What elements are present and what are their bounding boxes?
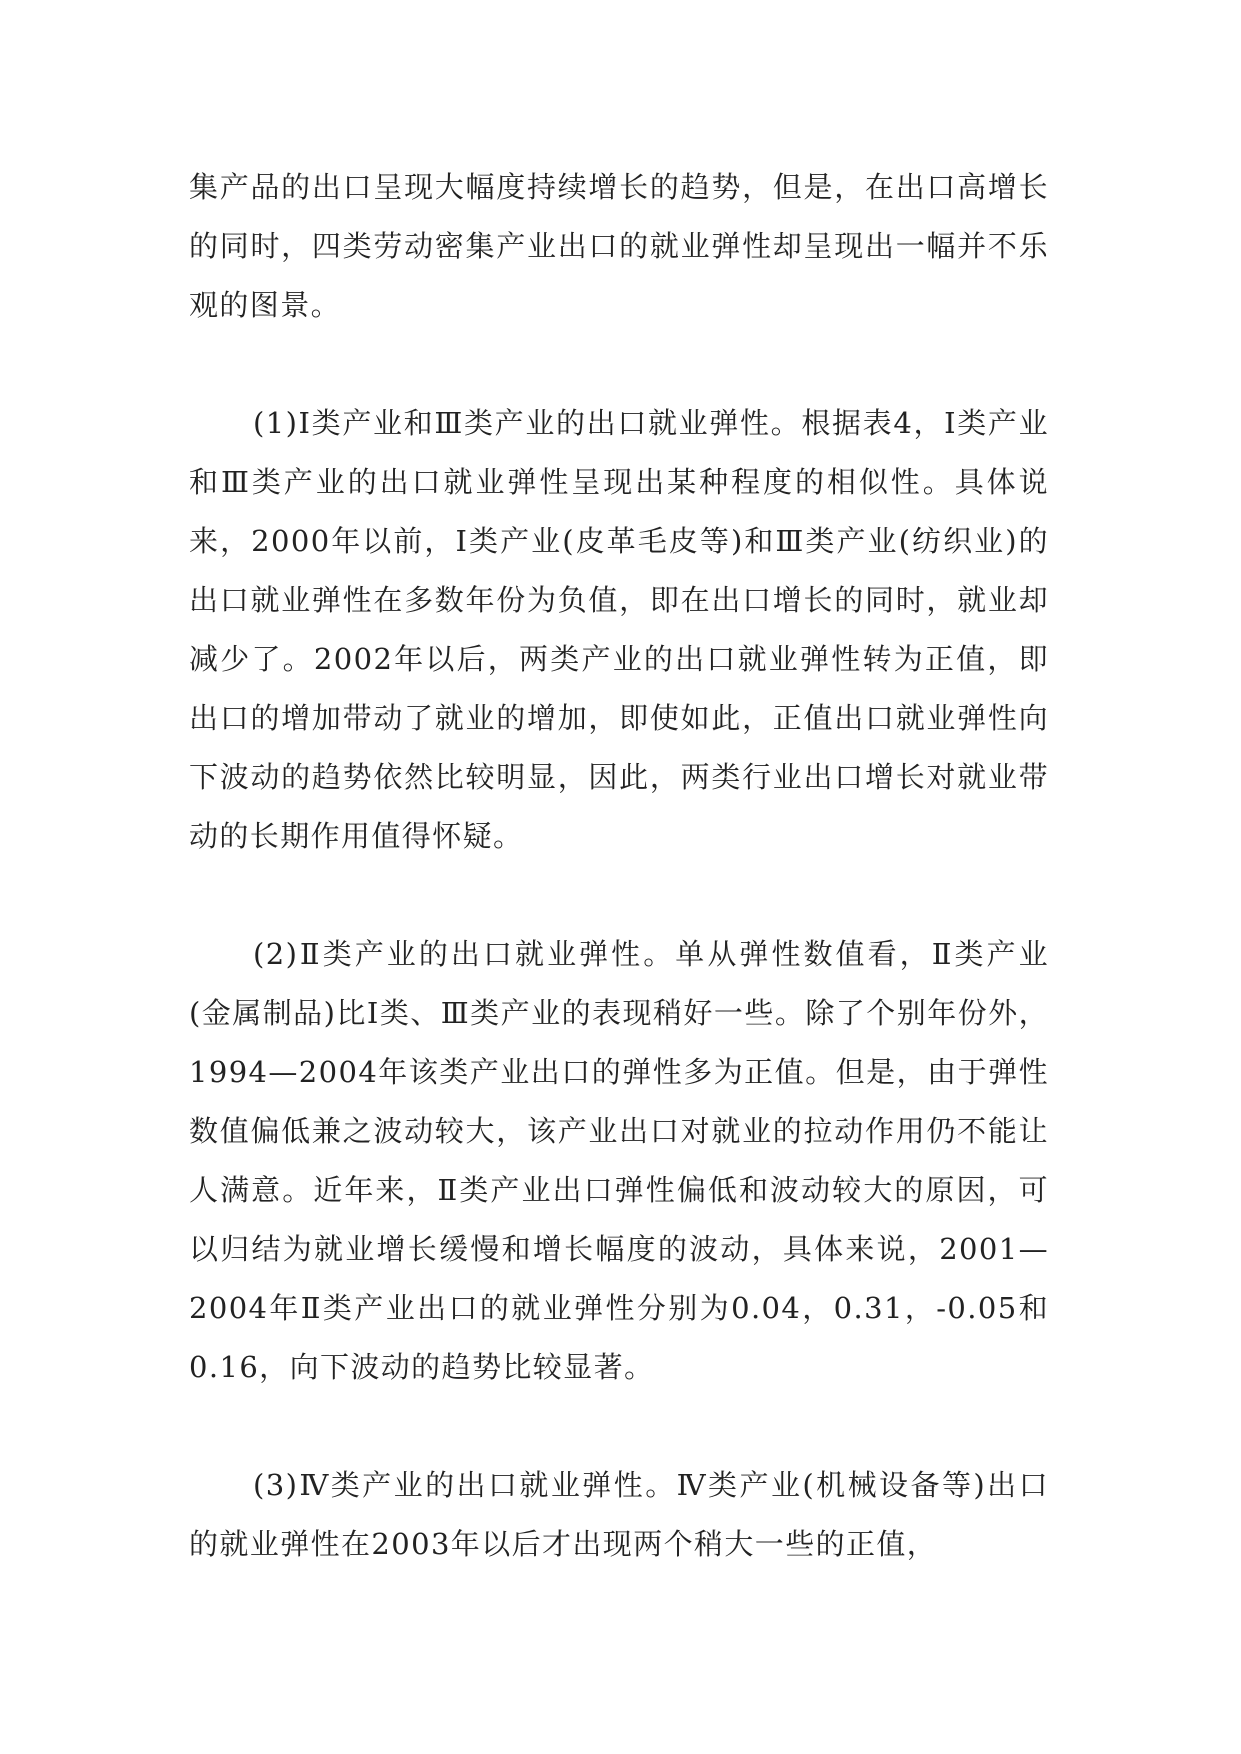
paragraph-industry-2: (2)Ⅱ类产业的出口就业弹性。单从弹性数值看，Ⅱ类产业(金属制品)比Ⅰ类、Ⅲ类产业的表现稍好一些。除了个别年份外，1994—2004年该类产业出口的弹性多为正值。但是，由于弹性数值偏低兼之波动较大，该产业出口对就业的拉动作用仍不能让人满意。近年来，Ⅱ类产业出口弹性偏低和波动较大的原因，可以归结为就业增长缓慢和增长幅度的波动，具体来说，2001—2004年Ⅱ类产业出口的就业弹性分别为0.04，0.31，-0.05和0.16，向下波动的趋势比较显著。: [189, 937, 1049, 1384]
paragraph-industry-1-3: (1)Ⅰ类产业和Ⅲ类产业的出口就业弹性。根据表4，Ⅰ类产业和Ⅲ类产业的出口就业弹性呈现出某种程度的相似性。具体说来，2000年以前，Ⅰ类产业(皮革毛皮等)和Ⅲ类产业(纺织业)的出口就业弹性在多数年份为负值，即在出口增长的同时，就业却减少了。2002年以后，两类产业的出口就业弹性转为正值，即出口的增加带动了就业的增加，即使如此，正值出口就业弹性向下波动的趋势依然比较明显，因此，两类行业出口增长对就业带动的长期作用值得怀疑。: [189, 406, 1050, 853]
document-body: [189, 158, 1049, 1574]
paragraph-intro-continuation: 集产品的出口呈现大幅度持续增长的趋势，但是，在出口高增长的同时，四类劳动密集产业出口的就业弹性却呈现出一幅并不乐观的图景。: [189, 170, 1049, 322]
paragraph-industry-4: (3)Ⅳ类产业的出口就业弹性。Ⅳ类产业(机械设备等)出口的就业弹性在2003年以后才出现两个稍大一些的正值，: [189, 1468, 1049, 1561]
